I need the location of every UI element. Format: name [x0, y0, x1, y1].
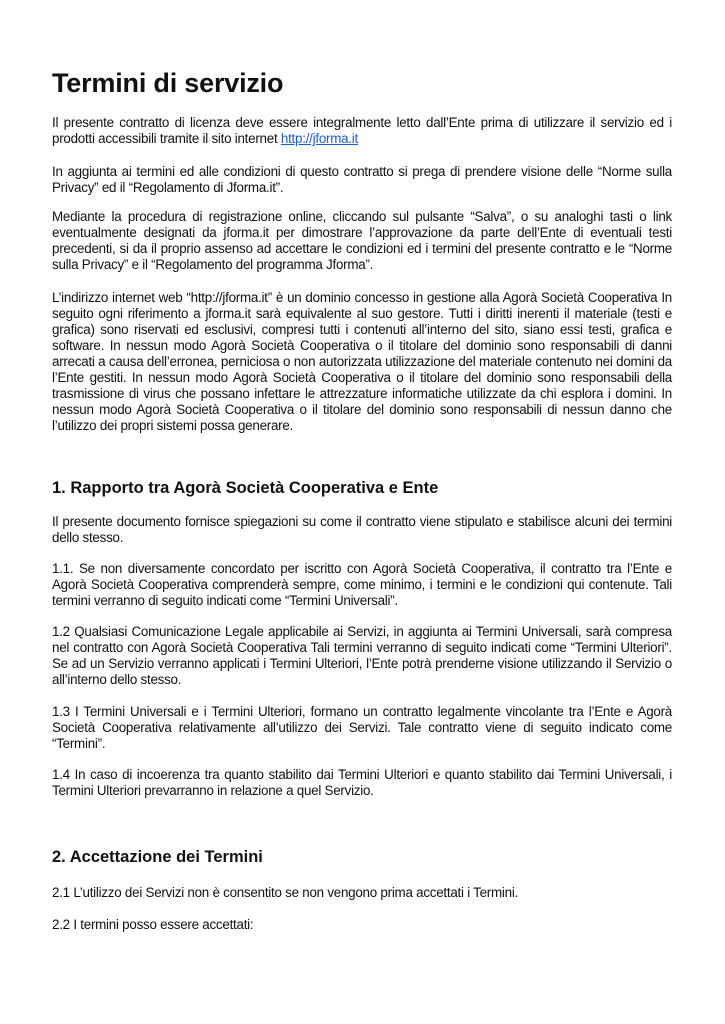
jforma-link[interactable]: http://jforma.it — [280, 131, 359, 146]
page-title: Termini di servizio — [52, 68, 284, 98]
intro-text: Il presente contratto di licenza deve essere integralmente letto dall’Ente prima di utilizzare il servizio ed i prodotti accessibili tramite il sito internet — [52, 115, 672, 146]
registration-paragraph: Mediante la procedura di registrazione online, cliccando sul pulsante “Salva”, o su analoghi tasti o link eventualmente designati da jforma.it per dimostrare l’approvazione da parte dell’Ente di eventuali testi precedenti, si da il proprio assenso ad accettare le condizioni ed i termini del presente contratto e le “Norme sulla Privacy” e il “Regolamento del programma Jforma”. — [52, 209, 672, 272]
clause-1-2: 1.2 Qualsiasi Comunicazione Legale applicabile ai Servizi, in aggiunta ai Termini Universali, sarà compresa nel contratto con Agorà Società Cooperativa Tali termini verranno di seguito indicati come “Termini Ulteriori”. Se ad un Servizio verranno applicati i Termini Ulteriori, l’Ente potrà prenderne visione utilizzando il Servizio o all’interno dello stesso. — [52, 624, 672, 687]
intro-paragraph — [52, 115, 672, 147]
clause-2-1: 2.1 L’utilizzo dei Servizi non è consentito se non vengono prima accettati i Termini. — [52, 885, 519, 900]
clause-1-3: 1.3 I Termini Universali e i Termini Ulteriori, formano un contratto legalmente vincolante tra l’Ente e Agorà Società Cooperativa relativamente all’utilizzo dei Servizi. Tale contratto viene di seguito indicato come “Termini”. — [52, 704, 672, 751]
clause-2-2: 2.2 I termini posso essere accettati: — [52, 917, 254, 932]
clause-1-4: 1.4 In caso di incoerenza tra quanto stabilito dai Termini Ulteriori e quanto stabilito dai Termini Universali, i Termini Ulteriori prevarranno in relazione a quel Servizio. — [52, 767, 672, 798]
section1-heading: 1. Rapporto tra Agorà Società Cooperativa e Ente — [52, 479, 439, 497]
privacy-paragraph: In aggiunta ai termini ed alle condizioni di questo contratto si prega di prendere visione delle “Norme sulla Privacy” ed il “Regolamento di Jforma.it”. — [52, 164, 672, 195]
clause-1-1: 1.1. Se non diversamente concordato per iscritto con Agorà Società Cooperativa, il contratto tra l’Ente e Agorà Società Cooperativa comprenderà sempre, come minimo, i termini e le condizioni qui contenute. Tali termini verranno di seguito indicati come “Termini Universali”. — [52, 561, 672, 608]
section1-intro: Il presente documento fornisce spiegazioni su come il contratto viene stipulato e stabilisce alcuni dei termini dello stesso. — [52, 514, 672, 545]
section2-heading: 2. Accettazione dei Termini — [52, 848, 263, 866]
domain-paragraph: L’indirizzo internet web “http://jforma.it” è un dominio concesso in gestione alla Agorà Società Cooperativa In seguito ogni riferimento a jforma.it sarà equivalente al suo gestore. Tutti i diritti inerenti il materiale (testi e grafica) sono riservati ed esclusivi, compresi tutti i contenuti all’interno del sito, siano essi testi, grafica e software. In nessun modo Agorà Società Cooperativa o il titolare del dominio sono responsabili di danni arrecati a causa dell’erronea, perniciosa o non autorizzata utilizzazione del materiale contenuto nei domini da l’Ente gestiti. In nessun modo Agorà Società Cooperativa o il titolare del dominio sono responsabili della trasmissione di virus che possano infettare le attrezzature informatiche utilizzate da chi esplora i domini. In nessun modo Agorà Società Cooperativa o il titolare del dominio sono responsabili di nessun danno che l’utilizzo dei propri sistemi possa generare. — [52, 290, 672, 433]
